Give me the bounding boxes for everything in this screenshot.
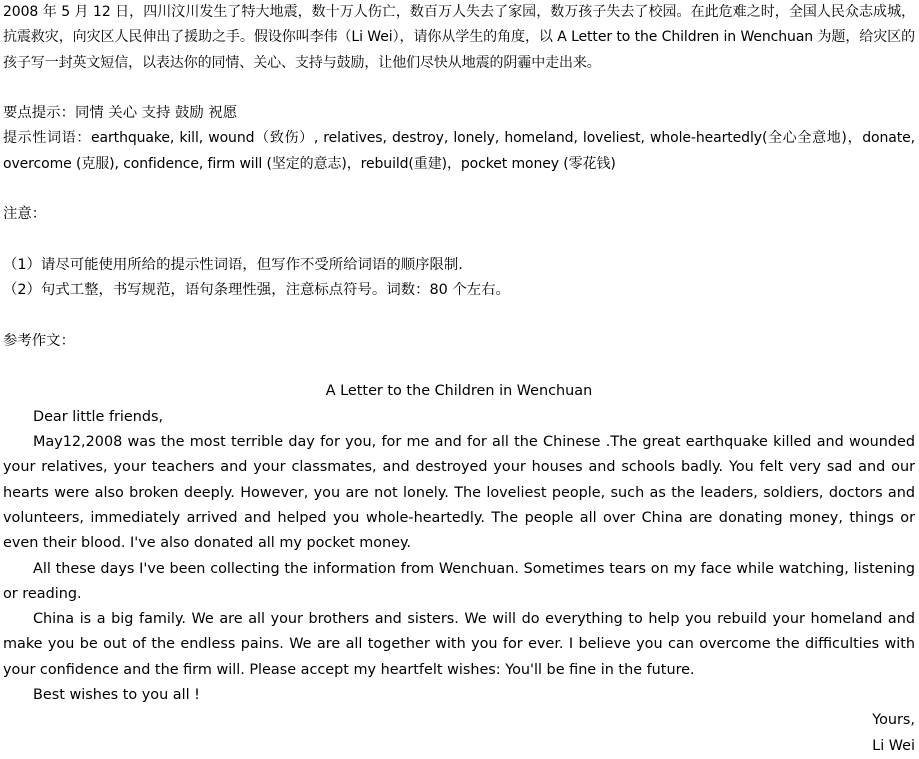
note-1: （1）请尽可能使用所给的提示性词语，但写作不受所给词语的顺序限制. — [3, 256, 463, 273]
spacer — [3, 76, 915, 101]
letter-paragraph: All these days I've been collecting the information from Wenchuan. Sometimes tears on my face while watching, listening or reading. — [3, 560, 915, 602]
spacer — [3, 354, 915, 379]
vocabulary-hints: 提示性词语：earthquake, kill, wound（致伤）, relatives, destroy, lonely, homeland, loveliest, whole-heartedly(全心全意地)，donate, overcome (克服), confidence, firm will (坚定的意志)，rebuild(重建)，pocket money (零花钱) — [3, 130, 915, 172]
notes-label: 注意： — [3, 206, 47, 223]
spacer — [3, 228, 915, 253]
letter-closing-wish: Best wishes to you all ! — [33, 687, 200, 704]
letter-paragraph: China is a big family. We are all your brothers and sisters. We will do everything to help you rebuild your homeland and make you be out of the endless pains. We are all together with you for ever. I believe you can overcome the difficulties with your confidence and the firm will. Please accept my heartfelt wishes: You'll be fine in the future. — [3, 611, 915, 678]
sample-label: 参考作文： — [3, 332, 75, 349]
letter-sign-off: Yours, — [872, 712, 915, 729]
task-intro: 2008 年 5 月 12 日，四川汶川发生了特大地震，数十万人伤亡，数百万人失去了家园，数万孩子失去了校园。在此危难之时，全国人民众志成城，抗震救灾，向灾区人民伸出了援助之手。假设你叫李伟（Li Wei），请你从学生的角度，以 A Letter to the Children in Wenchuan 为题，给灾区的孩子写一封英文短信，以表达你的同情、关心、支持与鼓励，让他们尽快从地震的阴霾中走出来。 — [3, 4, 915, 71]
letter-signature: Li Wei — [872, 737, 915, 754]
key-points: 要点提示：同情 关心 支持 鼓励 祝愿 — [3, 105, 238, 122]
spacer — [3, 304, 915, 329]
note-2: （2）句式工整，书写规范，语句条理性强，注意标点符号。词数：80 个左右。 — [3, 282, 510, 299]
letter-title: A Letter to the Children in Wenchuan — [325, 383, 593, 400]
spacer — [3, 177, 915, 202]
letter-greeting: Dear little friends, — [33, 408, 164, 425]
letter-paragraph: May12,2008 was the most terrible day for you, for me and for all the Chinese .The great earthquake killed and wounded your relatives, your teachers and your classmates, and destroyed your houses and schools badly. You felt very sad and our hearts were also broken deeply. However, you are not lonely. The loveliest people, such as the leaders, soldiers, doctors and volunteers, immediately arrived and helped you whole-heartedly. The people all over China are donating money, things or even their blood. I've also donated all my pocket money. — [3, 434, 915, 552]
